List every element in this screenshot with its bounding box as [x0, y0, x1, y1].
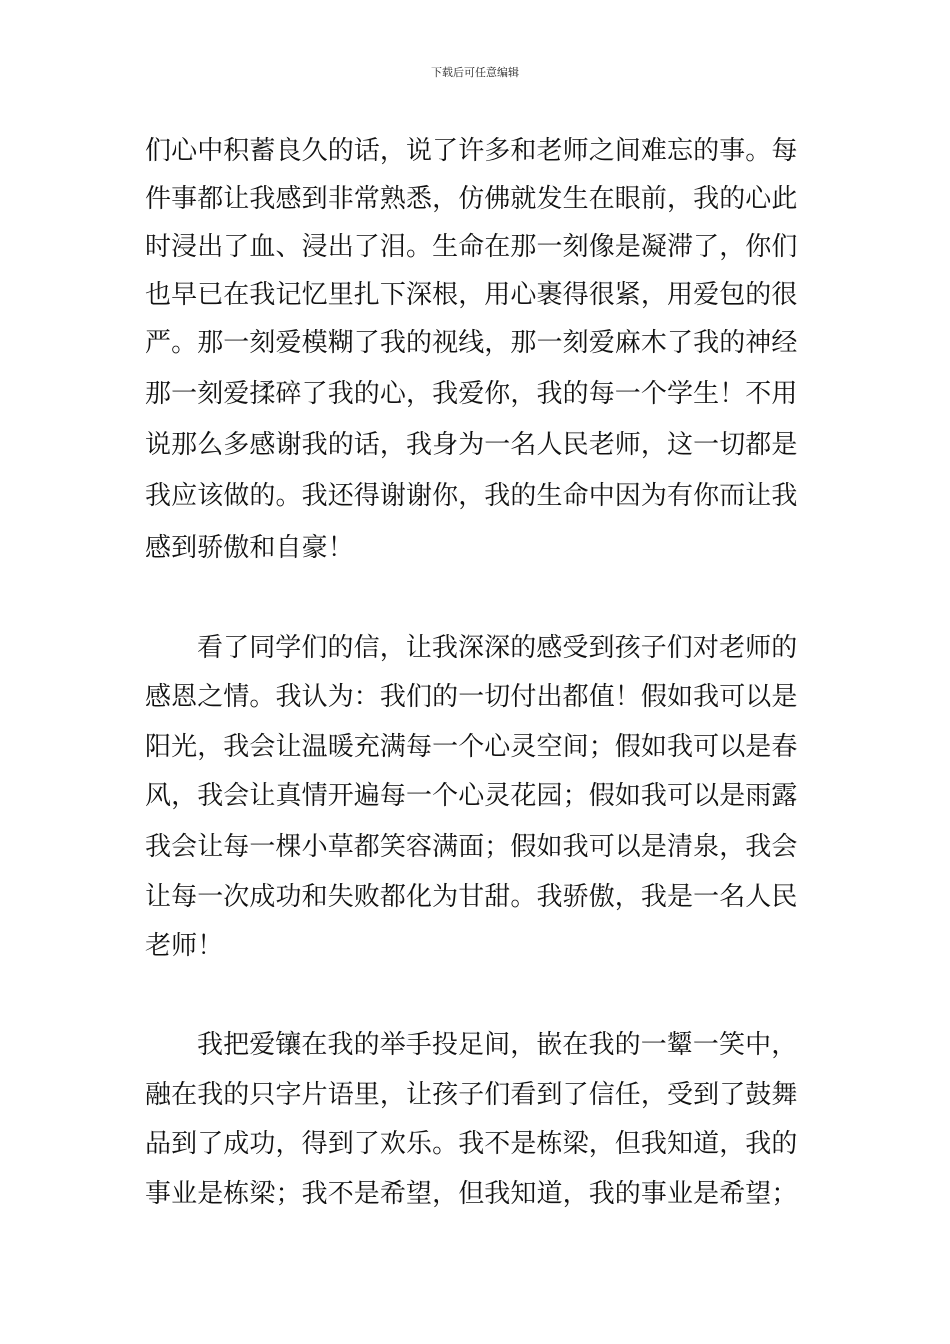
text-line: 事业是栋梁；我不是希望，但我知道，我的事业是希望；	[145, 1179, 798, 1209]
text-line: 也早已在我记忆里扎下深根，用心裹得很紧，用爱包的很	[145, 280, 798, 310]
text-line: 那一刻爱揉碎了我的心，我爱你，我的每一个学生！不用	[145, 379, 798, 409]
text-line: 件事都让我感到非常熟悉，仿佛就发生在眼前，我的心此	[145, 184, 798, 214]
text-line: 感到骄傲和自豪！	[145, 533, 354, 563]
page-header-note: 下载后可任意编辑	[431, 66, 519, 79]
text-line: 风，我会让真情开遍每一个心灵花园；假如我可以是雨露	[145, 781, 798, 811]
text-line: 看了同学们的信，让我深深的感受到孩子们对老师的	[197, 633, 798, 663]
text-line: 阳光，我会让温暖充满每一个心灵空间；假如我可以是春	[145, 732, 798, 762]
text-line: 们心中积蓄良久的话，说了许多和老师之间难忘的事。每	[145, 136, 798, 166]
text-line: 说那么多感谢我的话，我身为一名人民老师，这一切都是	[145, 430, 798, 460]
text-line: 严。那一刻爱模糊了我的视线，那一刻爱麻木了我的神经	[145, 328, 798, 358]
text-line: 我应该做的。我还得谢谢你，我的生命中因为有你而让我	[145, 481, 798, 511]
text-line: 我会让每一棵小草都笑容满面；假如我可以是清泉，我会	[145, 832, 798, 862]
text-line: 老师！	[145, 931, 224, 961]
text-line: 品到了成功，得到了欢乐。我不是栋梁，但我知道，我的	[145, 1129, 798, 1159]
text-line: 时浸出了血、浸出了泪。生命在那一刻像是凝滞了，你们	[145, 232, 798, 262]
text-line: 我把爱镶在我的举手投足间，嵌在我的一颦一笑中，	[197, 1030, 798, 1060]
text-line: 感恩之情。我认为：我们的一切付出都值！假如我可以是	[145, 682, 798, 712]
text-line: 让每一次成功和失败都化为甘甜。我骄傲，我是一名人民	[145, 882, 798, 912]
text-line: 融在我的只字片语里，让孩子们看到了信任，受到了鼓舞	[145, 1080, 798, 1110]
